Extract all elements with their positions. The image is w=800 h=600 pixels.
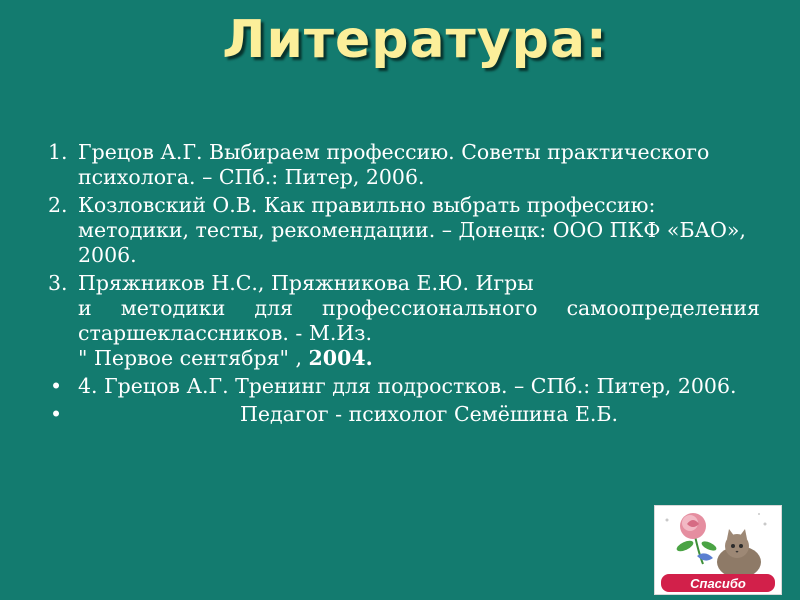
slide-title: Литература: xyxy=(222,10,608,70)
references-list xyxy=(48,140,760,430)
bullet-icon: • xyxy=(50,402,63,426)
thank-you-sticker xyxy=(654,505,782,595)
reference-publisher: " Первое сентября" , xyxy=(78,346,309,370)
reference-item-4 xyxy=(48,374,760,399)
reference-text-line-3 xyxy=(78,346,760,371)
author-credit: Педагог - психолог Семёшина Е.Б. xyxy=(239,402,619,426)
reference-item-1 xyxy=(48,140,760,190)
author-item xyxy=(48,402,760,427)
reference-text: Грецов А.Г. Выбираем профессию. Советы практического психолога. – СПб.: Питер, 2006. xyxy=(78,140,710,189)
reference-item-2 xyxy=(48,193,760,268)
reference-year: 2004. xyxy=(308,346,373,370)
list-number: 2. xyxy=(48,193,68,217)
rose-and-kitten-thank-you-sticker-icon xyxy=(655,506,781,594)
bullet-icon: • xyxy=(50,374,63,398)
reference-text-line-2: и методики для профессионального самоопределения старшеклассников. - М.Из. xyxy=(78,296,760,345)
list-number: 1. xyxy=(48,140,68,164)
reference-text-line-1: Пряжников Н.С., Пряжникова Е.Ю. Игры xyxy=(78,271,534,295)
reference-text: 4. Грецов А.Г. Тренинг для подростков. – СПб.: Питер, 2006. xyxy=(78,374,737,398)
reference-item-3 xyxy=(48,271,760,371)
reference-text: Козловский О.В. Как правильно выбрать профессию: методики, тесты, рекомендации. – Донецк: ООО ПКФ «БАО», 2006. xyxy=(78,193,746,267)
svg-text:Спасибо: Спасибо xyxy=(690,576,746,591)
list-number: 3. xyxy=(48,271,68,295)
